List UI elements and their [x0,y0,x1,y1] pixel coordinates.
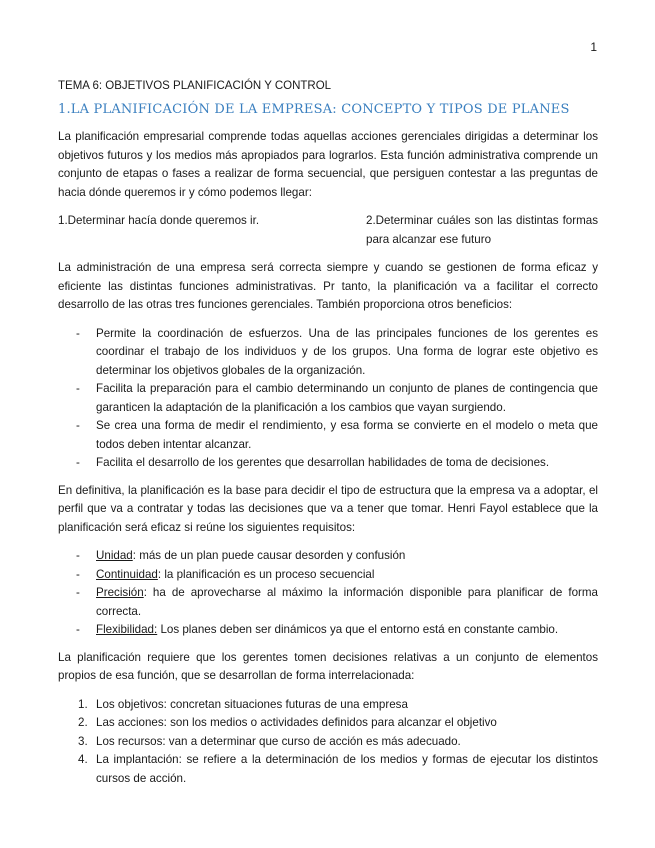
dash-bullet: - [76,326,80,340]
admin-paragraph: La administración de una empresa será correcta siempre y cuando se gestionen de forma eficaz y eficiente las distintas funciones administrativas. Pr tanto, la planificación va a facilitar el correcto desarrollo de las otras tres funciones gerenciales. También proporciona otros beneficios: [58,261,598,311]
list-number: 1. [78,697,88,711]
list-item [58,454,598,473]
list-item [58,380,598,417]
elements-paragraph: La planificación requiere que los gerentes tomen decisiones relativas a un conjunto de elementos propios de esa función, que se desarrollan de forma interrelacionada: [58,650,598,682]
dash-bullet: - [76,586,80,599]
dash-bullet: - [76,419,80,432]
list-item [58,584,598,621]
list-item-text: Los objetivos: concretan situaciones futuras de una empresa [96,697,408,711]
list-item [58,751,598,788]
requirement-term: Precisión [96,586,144,599]
question-right: 2.Determinar cuáles son las distintas formas para alcanzar ese futuro [366,214,598,246]
list-item [58,733,598,752]
list-item-text: Los recursos: van a determinar que curso de acción es más adecuado. [96,734,461,748]
requirement-term: Flexibilidad: [96,623,158,636]
document-body [58,128,598,788]
list-number: 2. [78,716,88,729]
list-item-text: La implantación: se refiere a la determinación de los medios y formas de ejecutar los distintos cursos de acción. [96,753,598,785]
benefits-list [58,325,598,473]
list-item-text: Facilita el desarrollo de los gerentes que desarrollan habilidades de toma de decisiones. [96,456,550,469]
list-item [58,621,598,640]
requirement-text: : más de un plan puede causar desorden y confusión [132,549,406,562]
list-item [58,714,598,733]
requirements-list [58,547,598,640]
list-item-text: Las acciones: son los medios o actividades definidos para alcanzar el objetivo [96,716,497,729]
section-title: 1.LA PLANIFICACIÓN DE LA EMPRESA: CONCEPTO Y TIPOS DE PLANES [58,102,570,117]
requirement-term: Unidad [96,549,133,562]
list-item [58,417,598,454]
questions-row [58,212,598,249]
dash-bullet: - [76,382,80,395]
dash-bullet: - [76,623,80,636]
elements-list [58,696,598,789]
list-item [58,696,598,715]
dash-bullet: - [76,567,80,581]
fayol-paragraph: En definitiva, la planificación es la base para decidir el tipo de estructura que la empresa va a adoptar, el perfil que va a contratar y todas las decisiones que va a tener que tomar. Henri Fayol establece que la planificación será eficaz si reúne los siguientes requisitos: [58,483,598,534]
page-number: 1 [590,40,597,54]
list-number: 3. [78,734,88,748]
list-item-text: Facilita la preparación para el cambio determinando un conjunto de planes de contingencia que garanticen la adaptación de la planificación a los cambios que vayan surgiendo. [96,382,598,414]
dash-bullet: - [76,549,80,562]
list-item [58,325,598,381]
requirement-text: Los planes deben ser dinámicos ya que el entorno está en constante cambio. [157,623,559,636]
requirement-text: : la planificación es un proceso secuencial [157,567,375,581]
document-header: TEMA 6: OBJETIVOS PLANIFICACIÓN Y CONTROL [58,80,332,92]
requirement-term: Continuidad [96,567,158,581]
list-number: 4. [78,753,88,766]
list-item [58,547,598,566]
list-item-text: Se crea una forma de medir el rendimiento, y esa forma se convierte en el modelo o meta que todos deben intentar alcanzar. [96,419,598,451]
intro-paragraph: La planificación empresarial comprende todas aquellas acciones gerenciales dirigidas a determinar los objetivos futuros y los medios más apropiados para lograrlos. Esta función administrativa comprende un conjunto de etapas o fases a realizar de forma secuencial, que persiguen contestar a las preguntas de hacia dónde queremos ir y cómo podemos llegar: [58,130,598,199]
question-left: 1.Determinar hacía donde queremos ir. [58,214,260,227]
dash-bullet: - [76,456,80,469]
list-item [58,566,598,585]
list-item-text: Permite la coordinación de esfuerzos. Una de las principales funciones de los gerentes es coordinar el trabajo de los individuos y de los grupos. Una forma de lograr este objetivo es determinar los objetivos globales de la organización. [96,326,598,377]
requirement-text: : ha de aprovecharse al máximo la información disponible para planificar de forma correcta. [96,586,598,618]
